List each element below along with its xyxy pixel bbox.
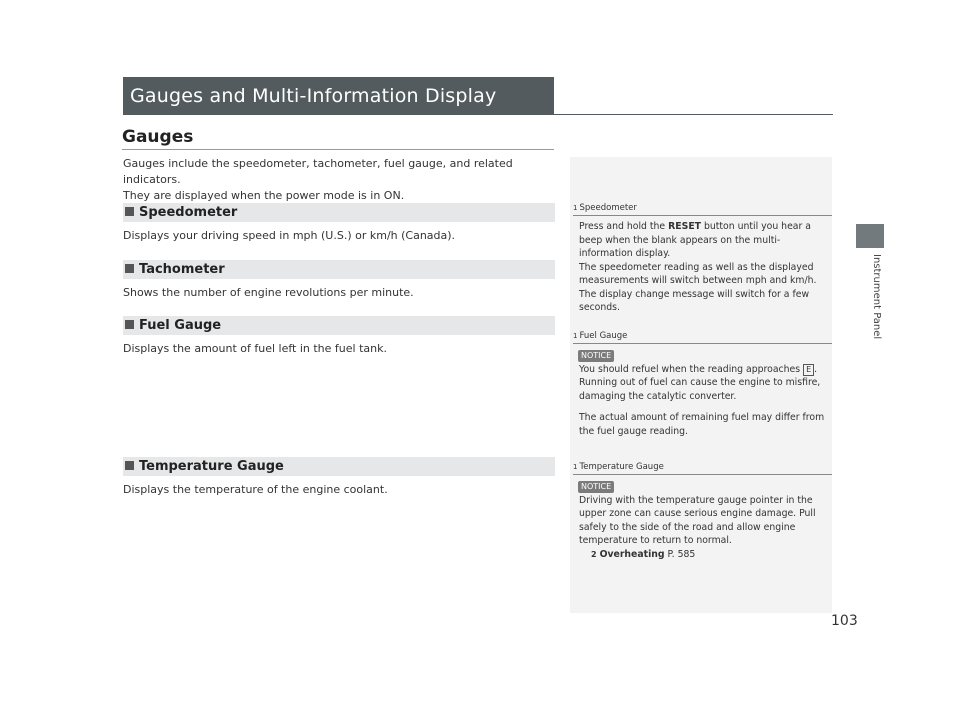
note-temperature-body: [579, 480, 827, 561]
note-number: 1: [573, 204, 578, 212]
note-text: You should refuel when the reading approaches: [579, 363, 804, 375]
reference-page: P. 585: [667, 548, 696, 560]
subsection-title: Tachometer: [139, 262, 225, 277]
section-rule: [122, 149, 554, 150]
cross-reference-link[interactable]: [579, 548, 827, 562]
square-bullet-icon: [125, 320, 134, 329]
intro-line-2: They are displayed when the power mode is in ON.: [123, 189, 405, 202]
note-paragraph: The actual amount of remaining fuel may differ from the fuel gauge reading.: [579, 412, 825, 437]
note-paragraph: [579, 220, 827, 261]
page-title: Gauges and Multi-Information Display: [123, 77, 554, 115]
square-bullet-icon: [125, 264, 134, 273]
note-title: Temperature Gauge: [579, 462, 664, 472]
notice-badge: NOTICE: [578, 481, 614, 493]
tachometer-text: Shows the number of engine revolutions per minute.: [123, 286, 414, 299]
notice-row: [578, 349, 827, 363]
subsection-fuel-gauge-heading: [123, 316, 555, 335]
note-speedometer-heading: [573, 203, 637, 213]
note-speedometer-body: [579, 220, 827, 315]
section-heading: Gauges: [122, 127, 194, 147]
note-paragraph: Running out of fuel can cause the engine to misfire, damaging the catalytic converter.: [579, 377, 821, 402]
temperature-gauge-text: Displays the temperature of the engine coolant.: [123, 483, 388, 496]
intro-line-1: Gauges include the speedometer, tachometer, fuel gauge, and related indicators.: [123, 157, 513, 186]
square-bullet-icon: [125, 461, 134, 470]
note-title: Speedometer: [579, 203, 637, 213]
fuel-gauge-text: Displays the amount of fuel left in the fuel tank.: [123, 342, 387, 355]
reference-title: Overheating: [599, 548, 665, 560]
fuel-empty-symbol: E: [803, 364, 814, 376]
subsection-speedometer-heading: [123, 203, 555, 222]
note-paragraph: The speedometer reading as well as the displayed measurements will switch between mph and km/h. The display change message will switch for a few seconds.: [579, 261, 817, 313]
square-bullet-icon: [125, 207, 134, 216]
subsection-temperature-gauge-heading: [123, 457, 555, 476]
subsection-title: Fuel Gauge: [139, 318, 222, 333]
intro-text: [123, 156, 553, 204]
note-paragraph: [579, 363, 827, 377]
note-paragraph: Driving with the temperature gauge pointer in the upper zone can cause serious engine damage. Pull safely to the side of the road and allow engine temperature to return to normal.: [579, 494, 816, 546]
note-title: Fuel Gauge: [579, 331, 628, 341]
reset-key-label: RESET: [668, 221, 702, 232]
note-number: 1: [573, 463, 578, 471]
title-rule: [554, 114, 833, 115]
note-rule: [573, 474, 832, 475]
note-text: Press and hold the: [579, 221, 669, 232]
note-fuel-heading: [573, 331, 627, 341]
note-text: .: [814, 363, 818, 375]
note-text: button until you hear a beep when the blank appears on the multi-information display.: [579, 221, 811, 259]
note-number: 1: [573, 332, 578, 340]
chapter-label: Instrument Panel: [871, 254, 882, 340]
reference-arrow-icon: 2: [591, 549, 597, 559]
subsection-title: Speedometer: [139, 205, 238, 220]
note-rule: [573, 343, 832, 344]
subsection-tachometer-heading: [123, 260, 555, 279]
page-number: 103: [831, 613, 858, 629]
speedometer-text: Displays your driving speed in mph (U.S.) or km/h (Canada).: [123, 229, 456, 242]
subsection-title: Temperature Gauge: [139, 459, 284, 474]
note-fuel-body: [579, 349, 827, 438]
note-temperature-heading: [573, 462, 664, 472]
note-rule: [573, 215, 832, 216]
notice-row: [578, 480, 827, 494]
chapter-tab: [856, 224, 884, 248]
notice-badge: NOTICE: [578, 350, 614, 362]
